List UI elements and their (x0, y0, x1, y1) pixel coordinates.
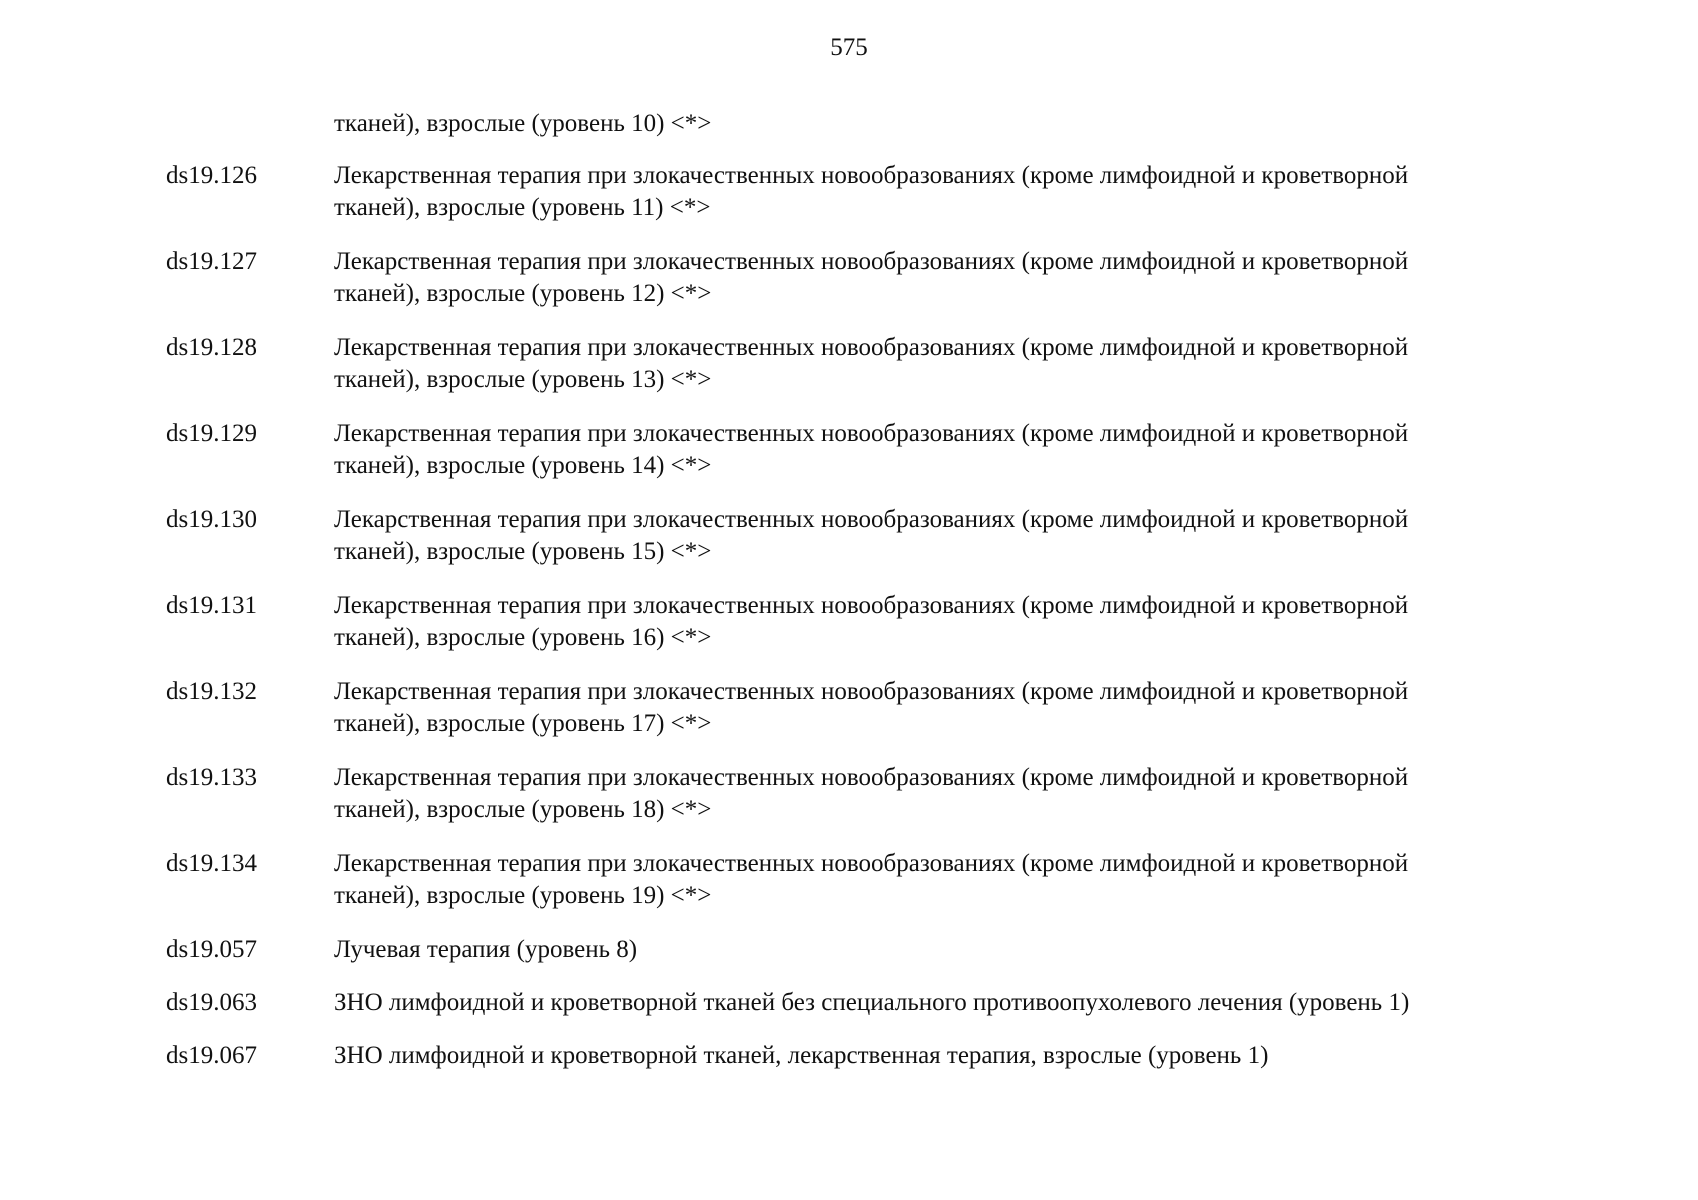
entry-description (334, 762, 1586, 826)
list-item (166, 160, 1586, 224)
list-item (166, 676, 1586, 740)
list-item (166, 762, 1586, 826)
list-item (166, 848, 1586, 912)
entry-description-line: ЗНО лимфоидной и кроветворной тканей без специального противоопухолевого лечения (уровень 1) (334, 989, 1410, 1016)
entry-description (334, 676, 1586, 740)
entry-description (334, 418, 1586, 482)
entry-description-line: тканей), взрослые (уровень 15) <*> (334, 538, 712, 565)
entry-code: ds19.134 (166, 850, 257, 877)
entry-description-line: Лекарственная терапия при злокачественных новообразованиях (кроме лимфоидной и кроветворной (334, 334, 1409, 361)
entry-description (334, 848, 1586, 912)
entry-code: ds19.067 (166, 1042, 257, 1069)
entry-description (334, 332, 1586, 396)
entry-description-line: Лекарственная терапия при злокачественных новообразованиях (кроме лимфоидной и кроветворной (334, 592, 1409, 619)
entry-code: ds19.132 (166, 678, 257, 705)
entry-description (334, 160, 1586, 224)
entry-description-line: Лекарственная терапия при злокачественных новообразованиях (кроме лимфоидной и кроветворной (334, 678, 1409, 705)
entry-description-line: тканей), взрослые (уровень 17) <*> (334, 710, 712, 737)
list-item (166, 332, 1586, 396)
entry-description-line: Лекарственная терапия при злокачественных новообразованиях (кроме лимфоидной и кроветворной (334, 420, 1409, 447)
entry-description (334, 246, 1586, 310)
entry-code: ds19.130 (166, 506, 257, 533)
entry-code: ds19.131 (166, 592, 257, 619)
entry-code: ds19.128 (166, 334, 257, 361)
list-item (166, 504, 1586, 568)
entry-description-line: ЗНО лимфоидной и кроветворной тканей, лекарственная терапия, взрослые (уровень 1) (334, 1042, 1269, 1069)
continuation-text: тканей), взрослые (уровень 10) <*> (334, 110, 712, 137)
entry-code: ds19.133 (166, 764, 257, 791)
entry-description-line: тканей), взрослые (уровень 13) <*> (334, 366, 712, 393)
entry-description (334, 934, 1586, 966)
entry-description-line: тканей), взрослые (уровень 18) <*> (334, 796, 712, 823)
entry-code: ds19.063 (166, 989, 257, 1016)
entry-description (334, 987, 1586, 1019)
entry-description-line: Лекарственная терапия при злокачественных новообразованиях (кроме лимфоидной и кроветворной (334, 248, 1409, 275)
entry-code: ds19.129 (166, 420, 257, 447)
entry-code: ds19.126 (166, 162, 257, 189)
entry-description-line: Лучевая терапия (уровень 8) (334, 936, 638, 963)
entry-description (334, 590, 1586, 654)
list-item (166, 418, 1586, 482)
list-item (166, 246, 1586, 310)
list-item (166, 987, 1586, 1019)
entry-code: ds19.127 (166, 248, 257, 275)
entry-description-line: Лекарственная терапия при злокачественных новообразованиях (кроме лимфоидной и кроветворной (334, 850, 1409, 877)
entry-description-line: Лекарственная терапия при злокачественных новообразованиях (кроме лимфоидной и кроветворной (334, 506, 1409, 533)
list-item (166, 934, 1586, 966)
entry-description (334, 504, 1586, 568)
entry-list (166, 160, 1586, 1093)
entry-code: ds19.057 (166, 936, 257, 963)
entry-description-line: тканей), взрослые (уровень 14) <*> (334, 452, 712, 479)
entry-description-line: тканей), взрослые (уровень 12) <*> (334, 280, 712, 307)
entry-description-line: тканей), взрослые (уровень 16) <*> (334, 624, 712, 651)
entry-description-line: тканей), взрослые (уровень 11) <*> (334, 194, 711, 221)
entry-description-line: Лекарственная терапия при злокачественных новообразованиях (кроме лимфоидной и кроветворной (334, 162, 1409, 189)
entry-description-line: Лекарственная терапия при злокачественных новообразованиях (кроме лимфоидной и кроветворной (334, 764, 1409, 791)
list-item (166, 1040, 1586, 1072)
entry-description-line: тканей), взрослые (уровень 19) <*> (334, 882, 712, 909)
page-number: 575 (830, 34, 868, 61)
entry-description (334, 1040, 1586, 1072)
list-item (166, 590, 1586, 654)
